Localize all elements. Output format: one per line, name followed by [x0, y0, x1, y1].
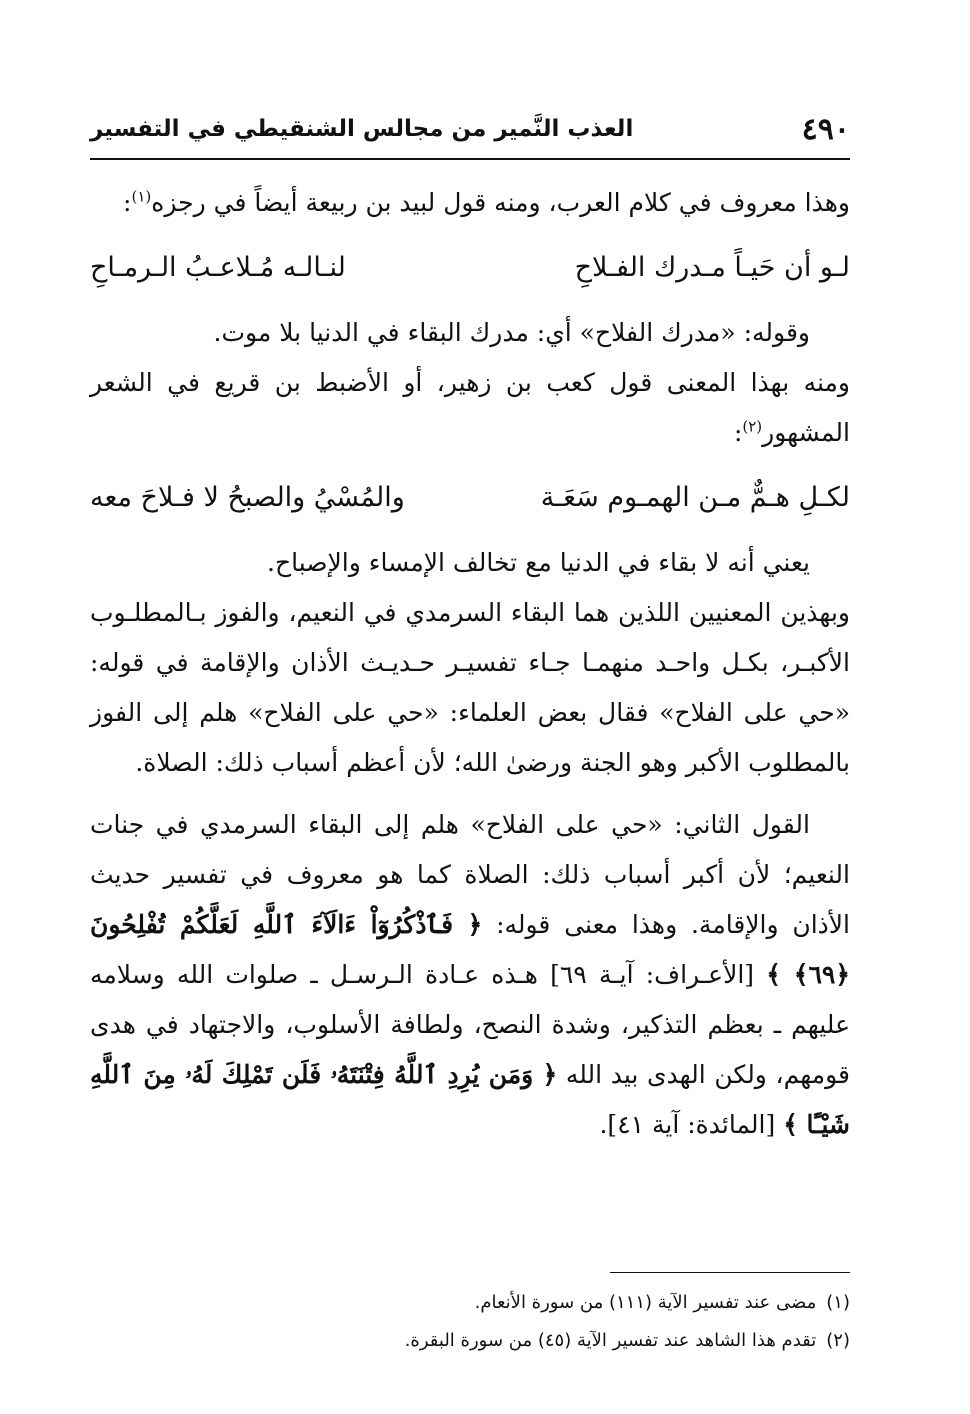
footnote-number: (٢) [826, 1330, 850, 1351]
paragraph-text: [الأعـراف: آيـة ٦٩] هـذه عـادة الـرسـل ـ صلوات الله وسلامه عليهم ـ بعظم التذكير، وشدة النصح، ولطافة الأسلوب، والاجتهاد في هدى قومهم، ولكن الهدى بيد الله [90, 960, 850, 1089]
footnote [90, 1284, 850, 1322]
paragraph: وبهذين المعنيين اللذين هما البقاء السرمدي في النعيم، والفوز بـالمطلـوب الأكبـر، بكـل واحـد منهمـا جـاء تفسيـر حـديـث الأذان والإقامة في قوله: «حي على الفلاح» فقال بعض العلماء: «حي على الفلاح» هلم إلى الفوز بالمطلوب الأكبر وهو الجنة ورضىٰ الله؛ لأن أعظم أسباب ذلك: الصلاة. [90, 598, 850, 777]
footnote [90, 1322, 850, 1360]
footnote-number: (١) [826, 1292, 850, 1313]
footnote-ref: (٢) [742, 417, 763, 436]
paragraph [90, 178, 850, 228]
paragraph-text: وهذا معروف في كلام العرب، ومنه قول لبيد بن ربيعة أيضاً في رجزه [151, 188, 850, 217]
paragraph-text: : [123, 188, 132, 217]
quran-quote: ﴿ فَٱذْكُرُوٓاْ ءَالَآءَ ٱللَّهِ لَعَلَّكُمْ تُفْلِحُونَ ﴿٦٩﴾ ﴾ [90, 910, 850, 989]
footnote-text: تقدم هذا الشاهد عند تفسير الآية (٤٥) من سورة البقرة. [404, 1330, 817, 1351]
running-title: العذب النَّمير من مجالس الشنقيطي في التفسير [90, 116, 634, 142]
verse-first-hemistich: لكـلِ هـمٌّ مـن الهمـوم سَعَـة [540, 482, 850, 513]
paragraph: يعني أنه لا بقاء في الدنيا مع تخالف الإمساء والإصباح. [267, 548, 810, 577]
footnote-ref: (١) [131, 187, 152, 206]
page-header [90, 108, 850, 152]
footnote-rule [610, 1272, 850, 1273]
main-text [90, 178, 850, 1150]
paragraph: وقوله: «مدرك الفلاح» أي: مدرك البقاء في الدنيا بلا موت. [213, 318, 810, 347]
paragraph [90, 800, 850, 1150]
verse-second-hemistich: والمُسْيُ والصبحُ لا فـلاحَ معه [90, 482, 405, 513]
verse-second-hemistich: لنـالـه مُـلاعـبُ الـرمـاحِ [90, 252, 346, 283]
footnotes [90, 1284, 850, 1360]
verse-first-hemistich: لـو أن حَيـاً مـدرك الفـلاحِ [574, 252, 850, 283]
paragraph-text: ومنه بهذا المعنى قول كعب بن زهير، أو الأضبط بن قريع في الشعر المشهور [90, 368, 850, 447]
header-rule [90, 158, 850, 160]
paragraph-text: : [733, 418, 743, 447]
footnote-text: مضى عند تفسير الآية (١١١) من سورة الأنعام. [474, 1292, 817, 1313]
poetry-verse [90, 468, 850, 528]
quran-quote: ﴿ وَمَن يُرِدِ ٱللَّهُ فِتْنَتَهُۥ فَلَن تَمْلِكَ لَهُۥ مِنَ ٱللَّهِ شَيْـًٔا ﴾ [90, 1060, 850, 1139]
paragraph-text: القول الثاني: «حي على الفلاح» هلم إلى البقاء السرمدي في جنات النعيم؛ لأن أكبر أسباب ذلك: الصلاة كما هو معروف في تفسير حديث الأذان والإقامة. وهذا معنى قوله: [90, 810, 850, 939]
paragraph-text: [المائدة: آية ٤١]. [599, 1110, 776, 1139]
paragraph [90, 358, 850, 458]
poetry-verse [90, 238, 850, 298]
page-number: ٤٩٠ [801, 112, 850, 147]
